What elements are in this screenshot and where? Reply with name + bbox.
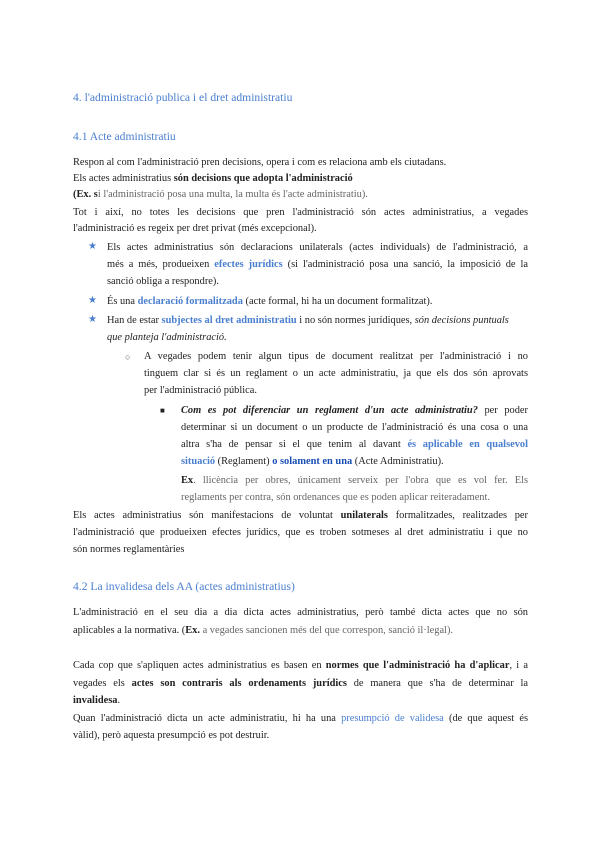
paragraph-cont: vàlid), però aquesta presumpció es pot destruir. <box>73 730 270 741</box>
sub-bullet-item-cont: tinguem clar si és un reglament o un acte administratiu, ja que els dos són aprovats <box>144 368 528 379</box>
sub-sub-bullet-item-cont: altra s'ha de pensar si el que tenim al davant és aplicable en qualsevol <box>181 439 528 450</box>
paragraph: Quan l'administració dicta un acte administratiu, hi ha una presumpció de validesa (de que aquest és <box>73 713 528 724</box>
sub-bullet-item-cont: per l'administració pública. <box>144 385 257 396</box>
section-4-1-heading: 4.1 Acte administratiu <box>73 130 176 143</box>
paragraph-cont: l'administració que produeixen efectes jurídics, que es troben sotmeses al dret administratiu i que no <box>73 527 528 538</box>
paragraph-cont: invalidesa. <box>73 695 121 706</box>
bullet-item-cont: més a més, produeixen efectes jurídics (si l'administració posa una sanció, la imposició de la <box>107 259 528 270</box>
section-4-heading: 4. l'administració publica i el dret administratiu <box>73 91 293 104</box>
paragraph-cont: l'administració es regeix per dret privat (més excepcional). <box>73 223 317 234</box>
bullet-item: Els actes administratius són declaracions unilaterals (actes individuals) de l'administració, a <box>107 242 528 253</box>
paragraph: L'administració en el seu dia a dia dicta actes administratius, però també dicta actes que no són <box>73 607 528 618</box>
sub-sub-bullet-item: Com es pot diferenciar un reglament d'un acte administratiu? per poder <box>181 405 528 416</box>
paragraph: Respon al com l'administració pren decisions, opera i com es relaciona amb els ciutadans. <box>73 157 447 168</box>
bullet-item-cont: sanció obliga a respondre). <box>107 276 219 287</box>
sub-bullet-item: A vegades podem tenir algun tipus de document realitzat per l'administració i no <box>144 351 528 362</box>
paragraph: Els actes administratius són manifestacions de voluntat unilaterals formalitzades, realitzades per <box>73 510 528 521</box>
star-bullet-icon: ★ <box>88 241 97 252</box>
paragraph-cont: són normes reglamentàries <box>73 544 185 555</box>
bullet-item: És una declaració formalitzada (acte formal, hi ha un document formalitzat). <box>107 296 433 307</box>
example-line-cont: reglaments per contra, són ordenances que es poden aplicar reiteradament. <box>181 492 490 503</box>
square-bullet-icon: ■ <box>160 406 165 415</box>
sub-sub-bullet-item-cont: situació (Reglament) o solament en una (Acte Administratiu). <box>181 456 444 467</box>
sub-sub-bullet-item-cont: determinar si un document o un producte de l'administració és una cosa o una <box>181 422 528 433</box>
paragraph-cont: vegades els actes son contraris als ordenaments jurídics de manera que s'ha de determinar la <box>73 678 528 689</box>
example-line: (Ex. si l'administració posa una multa, la multa és l'acte administratiu). <box>73 189 368 200</box>
bullet-item-cont: que planteja l'administració. <box>107 332 227 343</box>
paragraph-cont: aplicables a la normativa. (Ex. a vegades sancionen més del que correspon, sanció il·legal). <box>73 625 454 636</box>
star-bullet-icon: ★ <box>88 295 97 306</box>
bullet-item: Han de estar subjectes al dret administratiu i no són normes jurídiques, són decisions puntuals <box>107 315 509 326</box>
paragraph: Cada cop que s'apliquen actes administratius es basen en normes que l'administració ha d'aplicar, i a <box>73 660 528 671</box>
section-4-2-heading: 4.2 La invalidesa dels AA (actes administratius) <box>73 580 295 593</box>
circle-bullet-icon: ○ <box>125 352 131 362</box>
paragraph: Els actes administratius són decisions que adopta l'administració <box>73 173 353 184</box>
paragraph: Tot i així, no totes les decisions que pren l'administració són actes administratius, a vegades <box>73 207 528 218</box>
example-line: Ex. llicència per obres, únicament serveix per l'obra que es vol fer. Els <box>181 475 528 486</box>
star-bullet-icon: ★ <box>88 314 97 325</box>
